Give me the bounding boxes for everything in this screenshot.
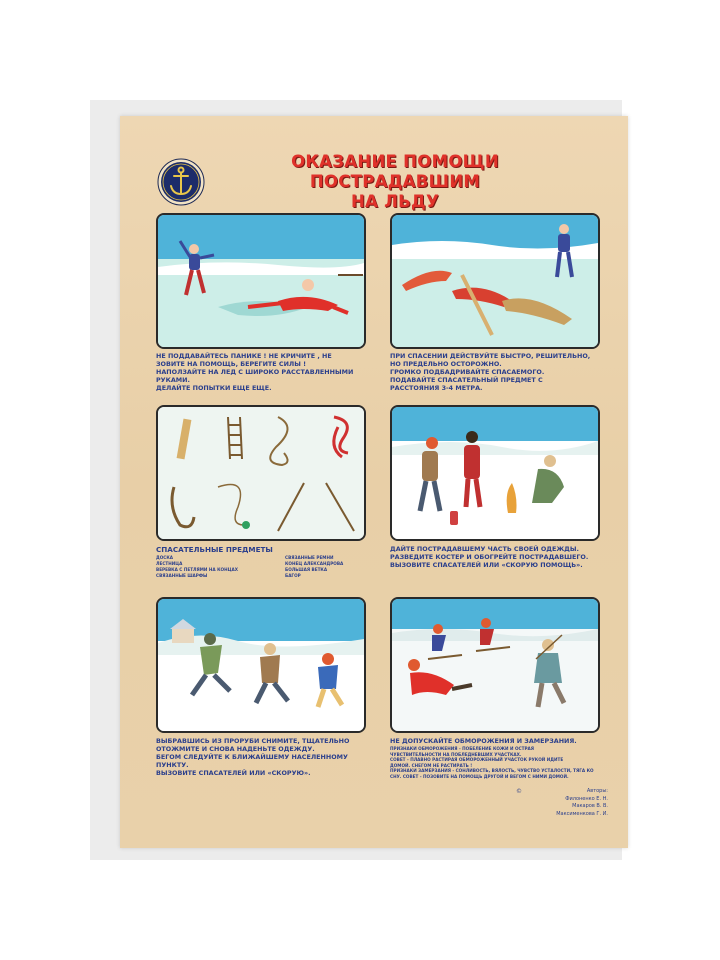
copyright-sign: ©: [516, 788, 522, 795]
caption-1-line: ДЕЛАЙТЕ ПОПЫТКИ ЕЩЕ ЕЩЕ.: [156, 384, 272, 392]
frostbite-details: [390, 746, 594, 780]
item-label: ДОСКА: [156, 555, 174, 560]
illustration-1-art: [158, 215, 364, 347]
caption-4-line: ДАЙТЕ ПОСТРАДАВШЕМУ ЧАСТЬ СВОЕЙ ОДЕЖДЫ.: [390, 545, 579, 553]
detail-line: ПРИЗНАКИ ОБМОРОЖЕНИЯ - ПОБЕЛЕНИЕ КОЖИ И ОСТРАЯ: [390, 746, 535, 751]
items-list-col-2: [285, 555, 343, 579]
item-label: ЛЕСТНИЦА: [156, 561, 183, 566]
illustration-5-art: [158, 599, 364, 731]
caption-2-line: ПОДАВАЙТЕ СПАСАТЕЛЬНЫЙ ПРЕДМЕТ С: [390, 376, 543, 384]
author-name: Филоненко Е. Н.: [565, 795, 608, 802]
caption-panel-4: [390, 545, 606, 569]
item-label: БОЛЬШАЯ ВЕТКА: [285, 567, 328, 572]
detail-line: СНУ. СОВЕТ - ПОЗОВИТЕ НА ПОМОЩЬ ДРУГОЙ И ВЕГОМ С НИМИ ДОМОЙ.: [390, 773, 569, 779]
caption-5-line: БЕГОМ СЛЕДУЙТЕ К БЛИЖАЙШЕМУ НАСЕЛЕННОМУ: [156, 753, 348, 761]
illustration-3-art: [158, 407, 364, 539]
item-label: ВЕРЕВКА С ПЕТЛЯМИ НА КОНЦАХ: [156, 567, 238, 572]
title-line-2: НА ЛЬДУ: [350, 192, 440, 211]
illustration-4-art: [392, 407, 598, 539]
illustration-rescue-chain: [390, 213, 600, 349]
item-label: БАГОР: [285, 573, 301, 578]
item-label: КОНЕЦ АЛЕКСАНДРОВА: [285, 561, 344, 566]
illustration-warming-victim: [390, 405, 600, 541]
illustration-rescue-items: [156, 405, 366, 541]
caption-panel-6: [390, 737, 606, 745]
caption-panel-1: [156, 352, 372, 392]
caption-2-line: ПРИ СПАСЕНИИ ДЕЙСТВУЙТЕ БЫСТРО, РЕШИТЕЛЬНО,: [390, 352, 591, 360]
detail-line: ПРИЗНАКИ ЗАМЕРЗАНИЯ - СОНЛИВОСТЬ, ВЯЛОСТЬ, ЧУВСТВО УСТАЛОСТИ, ТЯГА КО: [390, 768, 594, 774]
author-name: Максименкова Г. И.: [556, 810, 608, 817]
caption-1-line: НЕ ПОДДАВАЙТЕСЬ ПАНИКЕ ! НЕ КРИЧИТЕ , НЕ: [156, 352, 332, 360]
poster-title: [205, 152, 585, 212]
illustration-fall-through-ice: [156, 213, 366, 349]
caption-1-line: РУКАМИ.: [156, 376, 190, 384]
illustration-frostbite: [390, 597, 600, 733]
caption-panel-5: [156, 737, 372, 777]
authors-label: Авторы:: [586, 788, 608, 794]
items-heading: СПАСАТЕЛЬНЫЕ ПРЕДМЕТЫ: [156, 545, 273, 554]
caption-5-line: ВЫЗОВИТЕ СПАСАТЕЛЕЙ ИЛИ «СКОРУЮ».: [156, 769, 311, 777]
anchor-icon: [157, 158, 205, 206]
caption-4-line: ВЫЗОВИТЕ СПАСАТЕЛЕЙ ИЛИ «СКОРУЮ ПОМОЩЬ».: [390, 561, 583, 569]
illustration-6-art: [392, 599, 598, 731]
thermos-icon: [450, 511, 458, 525]
illustration-running-home: [156, 597, 366, 733]
detail-line: ЧУВСТВИТЕЛЬНОСТИ НА ПОБЛЕДНЕВШИХ УЧАСТКАХ.: [390, 751, 522, 757]
illustration-2-art: [392, 215, 598, 347]
caption-2-line: РАССТОЯНИЯ 3-4 МЕТРА.: [390, 384, 483, 392]
author-name: Макаров В. В.: [572, 803, 608, 809]
caption-panel-3: [156, 545, 372, 554]
title-line-1: ОКАЗАНИЕ ПОМОЩИ ПОСТРАДАВШИМ: [291, 152, 499, 191]
items-list-col-1: [156, 555, 238, 579]
caption-2-line: НО ПРЕДЕЛЬНО ОСТОРОЖНО.: [390, 360, 502, 368]
caption-panel-2: [390, 352, 606, 392]
frostbite-heading: НЕ ДОПУСКАЙТЕ ОБМОРОЖЕНИЯ И ЗАМЕРЗАНИЯ.: [390, 737, 577, 745]
detail-line: СОВЕТ - ПЛАВНО РАСТИРАЯ ОБМОРОЖЕННЫЙ УЧАСТОК РУКОЙ ИДИТЕ: [390, 757, 564, 763]
authors-block: [520, 788, 608, 818]
caption-1-line: ЗОВИТЕ НА ПОМОЩЬ, БЕРЕГИТЕ СИЛЫ !: [156, 360, 306, 368]
item-label: СВЯЗАННЫЕ РЕМНИ: [285, 555, 334, 560]
detail-line: ДОМОЙ. СНЕГОМ НЕ РАСТИРАТЬ !: [390, 762, 473, 768]
caption-1-line: НАПОЛЗАЙТЕ НА ЛЕД С ШИРОКО РАССТАВЛЕННЫМИ: [156, 368, 354, 376]
caption-5-line: ВЫБРАВШИСЬ ИЗ ПРОРУБИ СНИМИТЕ, ТЩАТЕЛЬНО: [156, 737, 350, 745]
item-label: СВЯЗАННЫЕ ШАРФЫ: [156, 573, 208, 578]
caption-2-line: ГРОМКО ПОДБАДРИВАЙТЕ СПАСАЕМОГО.: [390, 368, 545, 376]
caption-5-line: ПУНКТУ.: [156, 761, 189, 769]
caption-5-line: ОТОЖМИТЕ И СНОВА НАДЕНЬТЕ ОДЕЖДУ.: [156, 745, 315, 753]
caption-4-line: РАЗВЕДИТЕ КОСТЕР И ОБОГРЕЙТЕ ПОСТРАДАВШЕГО.: [390, 553, 589, 561]
